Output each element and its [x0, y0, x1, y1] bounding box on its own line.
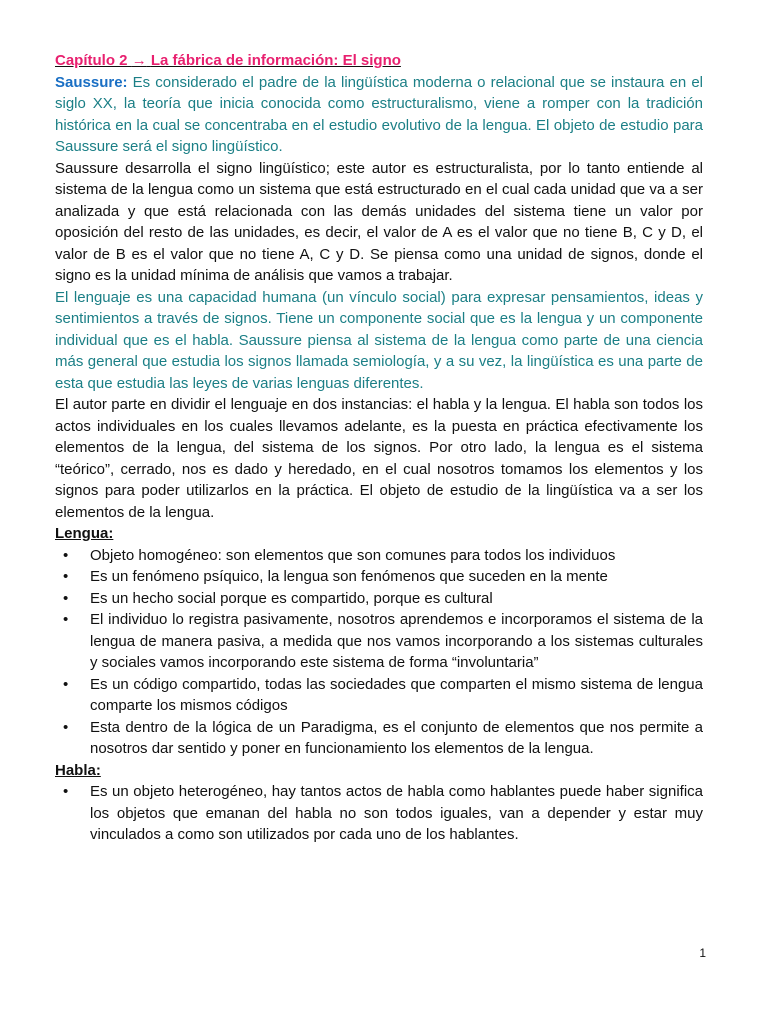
list-item: • Es un código compartido, todas las sociedades que comparten el mismo sistema de lengua comparte los mismos códigos	[55, 674, 703, 717]
lengua-list	[55, 545, 703, 760]
chapter-title: La fábrica de información: El signo	[150, 52, 401, 69]
list-item: • Esta dentro de la lógica de un Paradigma, es el conjunto de elementos que nos permite a nosotros dar sentido y poner en funcionamiento los elementos de la lengua.	[55, 717, 703, 760]
list-item: • Es un hecho social porque es compartido, porque es cultural	[55, 588, 703, 610]
paragraph-instancias: El autor parte en dividir el lenguaje en dos instancias: el habla y la lengua. El habla son todos los actos individuales en los cuales llevamos adelante, es la puesta en práctica efectivamente los elementos de la lengua, del sistema de los signos. Por otro lado, la lengua es el sistema “teórico”, cerrado, nos es dado y heredado, en el cual nosotros tomamos los elementos y los signos para poder utilizarlos en la práctica. El objeto de estudio de la lingüística va a ser los elementos de la lengua.	[55, 396, 703, 521]
chapter-heading	[55, 50, 703, 72]
arrow-icon: →	[131, 52, 147, 69]
intro-paragraph	[55, 72, 703, 158]
intro-lead: Saussure:	[55, 73, 128, 91]
habla-title: Habla:	[55, 761, 101, 779]
list-item: • Es un fenómeno psíquico, la lengua son fenómenos que suceden en la mente	[55, 566, 703, 588]
intro-text: Es considerado el padre de la lingüística moderna o relacional que se instaura en el siglo XX, la teoría que inicia conocida como estructuralismo, viene a romper con la tradición histórica en la cual se concentraba en el estudio evolutivo de la lengua. El objeto de estudio para Saussure será el signo lingüístico.	[55, 73, 704, 155]
paragraph-lenguaje: El lenguaje es una capacidad humana (un vínculo social) para expresar pensamientos, ideas y sentimientos a través de signos. Tiene un componente social que es la lengua y un componente individual que es el habla. Saussure piensa al sistema de la lengua como parte de una ciencia más general que estudia los signos llamada semiología, y a su vez, la lingüística es una parte de esta que estudia las leyes de varias lenguas diferentes.	[55, 288, 703, 392]
list-item: • El individuo lo registra pasivamente, nosotros aprendemos e incorporamos el sistema de la lengua de manera pasiva, a medida que nos vamos incorporando a los sistemas culturales y sociales vamos incorporando este sistema de forma “involuntaria”	[55, 609, 703, 674]
document-page	[55, 50, 703, 846]
chapter-label: Capítulo 2	[55, 52, 128, 69]
habla-list	[55, 781, 703, 846]
paragraph-structuralism: Saussure desarrolla el signo lingüístico; este autor es estructuralista, por lo tanto entiende al sistema de la lengua como un sistema que está estructurado en el cual cada unidad que va a ser analizada y que está relacionada con las demás unidades del sistema tiene un valor por oposición del resto de las unidades, es decir, el valor de A es el valor que no tiene B, C y D, el valor de B es el valor que no tiene A, C y D. Se piensa como una unidad de signos, donde el signo es la unidad mínima de análisis que vamos a trabajar.	[55, 159, 703, 284]
lengua-title: Lengua:	[55, 525, 114, 542]
list-item: • Es un objeto heterogéneo, hay tantos actos de habla como hablantes puede haber significa los objetos que emanan del habla no son todos iguales, van a depender y estar muy vinculados a como son utilizados por cada uno de los hablantes.	[55, 781, 703, 846]
list-item: • Objeto homogéneo: son elementos que son comunes para todos los individuos	[55, 545, 703, 567]
page-number: 1	[699, 946, 706, 960]
